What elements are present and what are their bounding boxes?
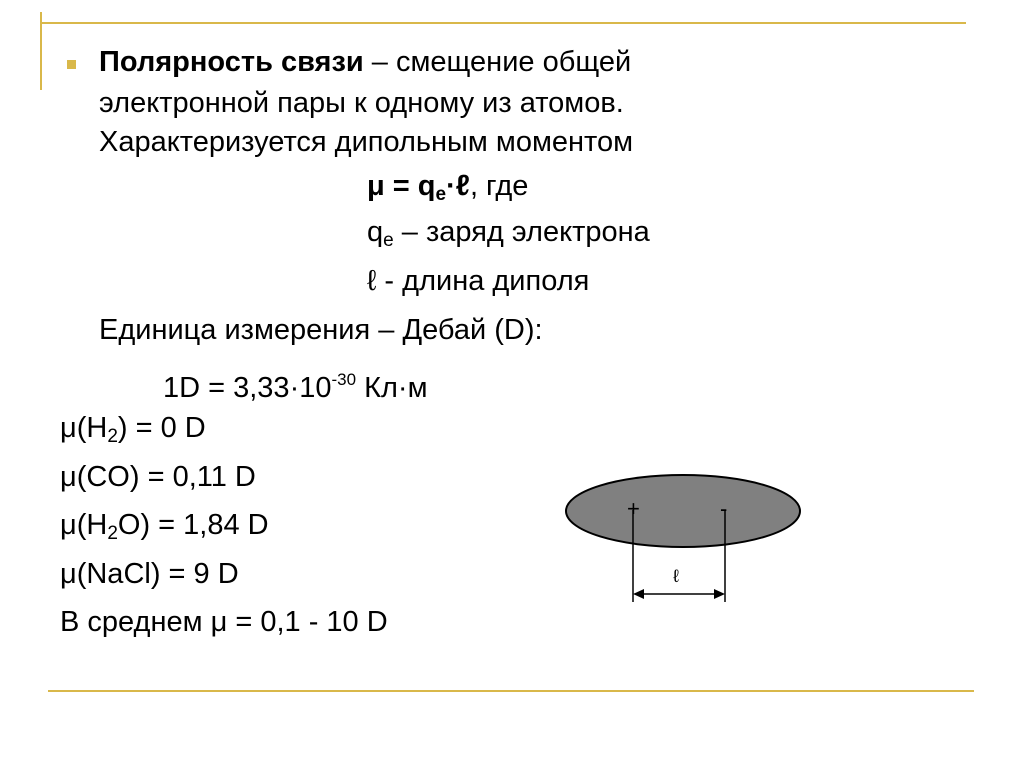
dipole-diagram	[560, 470, 810, 610]
formula: $\mu = q_e\cdot\ell$, где	[367, 170, 529, 205]
definition-line-2: электронной пары к одному из атомов.	[99, 87, 624, 119]
term: Полярность связи	[99, 46, 364, 78]
unit-value: $1D = 3,33\cdot 10^{-30}$ Кл·м	[163, 370, 428, 404]
average-range: В среднем μ = 0,1 - 10 D	[60, 606, 388, 638]
example-nacl: μ(NaCl) = 9 D	[60, 558, 239, 590]
plus-sign: +	[627, 496, 640, 521]
length-label: ℓ	[673, 566, 679, 586]
definition-line-3: Характеризуется дипольным моментом	[99, 126, 634, 158]
bottom-rule	[48, 690, 974, 692]
definition-line-1	[99, 44, 631, 80]
example-co: μ(CO) = 0,11 D	[60, 461, 256, 493]
bullet-marker	[67, 60, 76, 69]
top-rule	[40, 22, 966, 24]
length-definition: ℓ - длина диполя	[367, 265, 590, 297]
dipole-ellipse	[566, 475, 800, 547]
example-h2: $\mu(H_2) = 0$ D	[60, 412, 206, 447]
arrow-head-right	[714, 589, 725, 599]
minus-sign: -	[720, 496, 728, 521]
definition-text: – смещение общей	[363, 46, 632, 78]
arrow-head-left	[633, 589, 644, 599]
unit-label: Единица измерения – Дебай (D):	[99, 314, 543, 346]
example-h2o: $\mu(H_2O) = 1,84$ D	[60, 509, 269, 544]
left-rule	[40, 12, 42, 90]
qe-definition: $q_e$ – заряд электрона	[367, 216, 650, 251]
